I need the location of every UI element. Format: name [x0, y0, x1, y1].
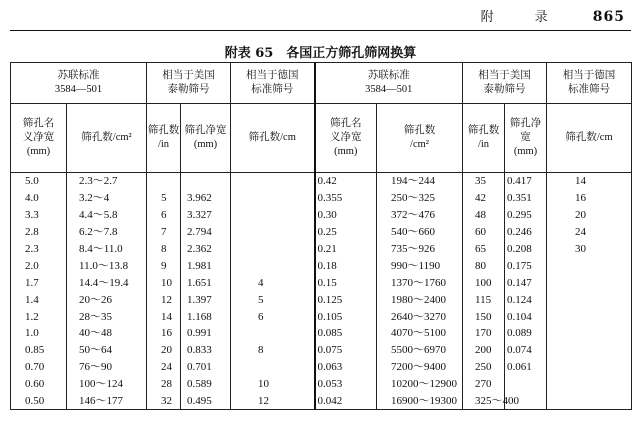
table-cell: 0.147: [505, 274, 547, 291]
table-cell: 10: [147, 274, 181, 291]
table-cell: 16900～19300: [377, 393, 463, 410]
table-cell: 3.327: [181, 207, 231, 224]
table-cell: 0.208: [505, 241, 547, 258]
table-cell: 3.3: [11, 207, 67, 224]
table-cell: 250: [463, 359, 505, 376]
table-row: [11, 173, 632, 190]
table-cell: 270: [463, 376, 505, 393]
table-cell: 65: [463, 241, 505, 258]
header-holes-cm2: 筛孔数/cm²: [67, 104, 147, 173]
header-soviet-std-2: 苏联标准 3584—501: [315, 63, 463, 104]
table-cell: 1.2: [11, 308, 67, 325]
table-cell: 12: [231, 393, 315, 410]
table-cell: 2.3: [11, 241, 67, 258]
table-cell: 10: [231, 376, 315, 393]
table-cell: [547, 376, 632, 393]
table-cell: 32: [147, 393, 181, 410]
table-cell: 0.21: [315, 241, 377, 258]
table-cell: 16: [547, 190, 632, 207]
table-cell: 20～26: [67, 291, 147, 308]
table-cell: [231, 190, 315, 207]
table-cell: 0.089: [505, 325, 547, 342]
table-cell: 24: [147, 359, 181, 376]
table-cell: 14: [147, 308, 181, 325]
table-cell: [547, 325, 632, 342]
table-title: 附表 65 各国正方筛孔筛网换算: [224, 46, 417, 61]
table-cell: 30: [547, 241, 632, 258]
table-cell: 0.495: [181, 393, 231, 410]
table-cell: 4070～5100: [377, 325, 463, 342]
table-cell: 100: [463, 274, 505, 291]
table-cell: 1370～1760: [377, 274, 463, 291]
table-cell: 0.085: [315, 325, 377, 342]
table-cell: 50～64: [67, 342, 147, 359]
table-cell: 372～476: [377, 207, 463, 224]
table-cell: [181, 173, 231, 190]
table-cell: 2.3～2.7: [67, 173, 147, 190]
table-row: [11, 190, 632, 207]
header-holes-cm: 筛孔数/cm: [231, 104, 315, 173]
table-cell: 4.4～5.8: [67, 207, 147, 224]
table-cell: 42: [463, 190, 505, 207]
table-cell: [547, 342, 632, 359]
page-header: [481, 6, 625, 25]
table-cell: 10200～12900: [377, 376, 463, 393]
table-cell: 3.2～4: [67, 190, 147, 207]
table-cell: 28: [147, 376, 181, 393]
table-row: [11, 393, 632, 410]
table-cell: 0.355: [315, 190, 377, 207]
header-soviet-std: 苏联标准 3584—501: [11, 63, 147, 104]
table-cell: 2.794: [181, 224, 231, 241]
table-cell: 4.0: [11, 190, 67, 207]
table-cell: 0.85: [11, 342, 67, 359]
table-cell: 0.075: [315, 342, 377, 359]
header-aperture-mm-2: 筛孔净宽 (mm): [505, 104, 547, 173]
table-cell: 0.417: [505, 173, 547, 190]
table-cell: 8.4～11.0: [67, 241, 147, 258]
page-header-label: 附 录: [480, 10, 562, 25]
table-cell: 2640～3270: [377, 308, 463, 325]
table-cell: 0.125: [315, 291, 377, 308]
table-cell: 16: [147, 325, 181, 342]
header-us-tyler: 相当于美国 泰勒筛号: [147, 63, 231, 104]
table-cell: 40～48: [67, 325, 147, 342]
table-cell: 6: [231, 308, 315, 325]
table-cell: [231, 173, 315, 190]
header-aperture: 筛孔名 义净宽 (mm): [11, 104, 67, 173]
table-row: [11, 376, 632, 393]
table-cell: 1.7: [11, 274, 67, 291]
table-cell: 0.18: [315, 257, 377, 274]
table-cell: 0.042: [315, 393, 377, 410]
table-cell: [547, 359, 632, 376]
table-cell: 2.0: [11, 257, 67, 274]
table-cell: 0.104: [505, 308, 547, 325]
table-cell: 0.053: [315, 376, 377, 393]
table-cell: 1.168: [181, 308, 231, 325]
table-row: [11, 274, 632, 291]
table-row: [11, 291, 632, 308]
table-cell: 28～35: [67, 308, 147, 325]
header-rule: [10, 30, 631, 31]
header-holes-cm-2: 筛孔数/cm: [547, 104, 632, 173]
table-cell: 0.60: [11, 376, 67, 393]
table-cell: 2.8: [11, 224, 67, 241]
table-cell: 8: [147, 241, 181, 258]
table-cell: 0.105: [315, 308, 377, 325]
table-cell: 0.30: [315, 207, 377, 224]
table-cell: 990～1190: [377, 257, 463, 274]
table-row: [11, 325, 632, 342]
table-row: [11, 308, 632, 325]
table-cell: 1.981: [181, 257, 231, 274]
table-cell: 0.175: [505, 257, 547, 274]
page-number: 865: [592, 9, 625, 25]
table-cell: 150: [463, 308, 505, 325]
table-cell: 14: [547, 173, 632, 190]
header-aperture-2: 筛孔名 义净宽 (mm): [315, 104, 377, 173]
table-cell: [547, 291, 632, 308]
table-cell: 146～177: [67, 393, 147, 410]
table-cell: 0.70: [11, 359, 67, 376]
table-cell: 6.2～7.8: [67, 224, 147, 241]
table-cell: 20: [147, 342, 181, 359]
header-us-tyler-2: 相当于美国 泰勒筛号: [463, 63, 547, 104]
table-cell: 48: [463, 207, 505, 224]
table-cell: [231, 207, 315, 224]
table-cell: 0.061: [505, 359, 547, 376]
table-row: [11, 207, 632, 224]
table-cell: 12: [147, 291, 181, 308]
table-cell: [547, 257, 632, 274]
table-cell: 7200～9400: [377, 359, 463, 376]
table-cell: 0.589: [181, 376, 231, 393]
table-cell: 6: [147, 207, 181, 224]
table-cell: [547, 308, 632, 325]
table-cell: 194～244: [377, 173, 463, 190]
table-cell: 0.701: [181, 359, 231, 376]
table-cell: 35: [463, 173, 505, 190]
sieve-conversion-table: [10, 62, 632, 410]
table-cell: [147, 173, 181, 190]
table-cell: 0.15: [315, 274, 377, 291]
table-cell: 735～926: [377, 241, 463, 258]
table-cell: 100～124: [67, 376, 147, 393]
table-cell: 0.063: [315, 359, 377, 376]
table-cell: [231, 359, 315, 376]
table-cell: 24: [547, 224, 632, 241]
header-mesh-in-2: 筛孔数 /in: [463, 104, 505, 173]
table-body: [11, 173, 632, 410]
table-cell: 0.50: [11, 393, 67, 410]
table-row: [11, 257, 632, 274]
table-cell: 3.962: [181, 190, 231, 207]
table-cell: 0.833: [181, 342, 231, 359]
table-cell: 1980～2400: [377, 291, 463, 308]
table-cell: 80: [463, 257, 505, 274]
table-cell: 5: [231, 291, 315, 308]
table-cell: 5.0: [11, 173, 67, 190]
table-cell: [231, 325, 315, 342]
table-cell: 0.991: [181, 325, 231, 342]
table-cell: 540～660: [377, 224, 463, 241]
table-cell: 76～90: [67, 359, 147, 376]
table-cell: 8: [231, 342, 315, 359]
table-cell: 200: [463, 342, 505, 359]
table-cell: 0.351: [505, 190, 547, 207]
table-cell: 0.295: [505, 207, 547, 224]
table-cell: 11.0～13.8: [67, 257, 147, 274]
header-mesh-in: 筛孔数 /in: [147, 104, 181, 173]
table-cell: 5: [147, 190, 181, 207]
table-cell: 14.4～19.4: [67, 274, 147, 291]
table-cell: 4: [231, 274, 315, 291]
table-cell: 60: [463, 224, 505, 241]
table-row: [11, 241, 632, 258]
table-cell: [505, 376, 547, 393]
table-cell: 2.362: [181, 241, 231, 258]
table-cell: 1.651: [181, 274, 231, 291]
table-cell: 250～325: [377, 190, 463, 207]
header-german-std-2: 相当于德国 标准筛号: [547, 63, 632, 104]
table-cell: 0.42: [315, 173, 377, 190]
table-cell: 1.0: [11, 325, 67, 342]
table-cell: [231, 257, 315, 274]
table-cell: [231, 241, 315, 258]
table-cell: [547, 393, 632, 410]
table-cell: 325～400: [463, 393, 505, 410]
table-cell: 7: [147, 224, 181, 241]
table-cell: 0.124: [505, 291, 547, 308]
table-cell: 5500～6970: [377, 342, 463, 359]
table-row: [11, 224, 632, 241]
header-aperture-mm: 筛孔净宽 (mm): [181, 104, 231, 173]
header-german-std: 相当于德国 标准筛号: [231, 63, 315, 104]
table-cell: 115: [463, 291, 505, 308]
table-cell: 0.25: [315, 224, 377, 241]
table-cell: 1.4: [11, 291, 67, 308]
table-row: [11, 342, 632, 359]
table-cell: 1.397: [181, 291, 231, 308]
header-holes-cm2-2: 筛孔数 /cm²: [377, 104, 463, 173]
table-cell: 0.246: [505, 224, 547, 241]
table-row: [11, 359, 632, 376]
table-cell: 9: [147, 257, 181, 274]
table-cell: [547, 274, 632, 291]
table-cell: 20: [547, 207, 632, 224]
table-cell: 0.074: [505, 342, 547, 359]
table-cell: 170: [463, 325, 505, 342]
table-cell: [231, 224, 315, 241]
